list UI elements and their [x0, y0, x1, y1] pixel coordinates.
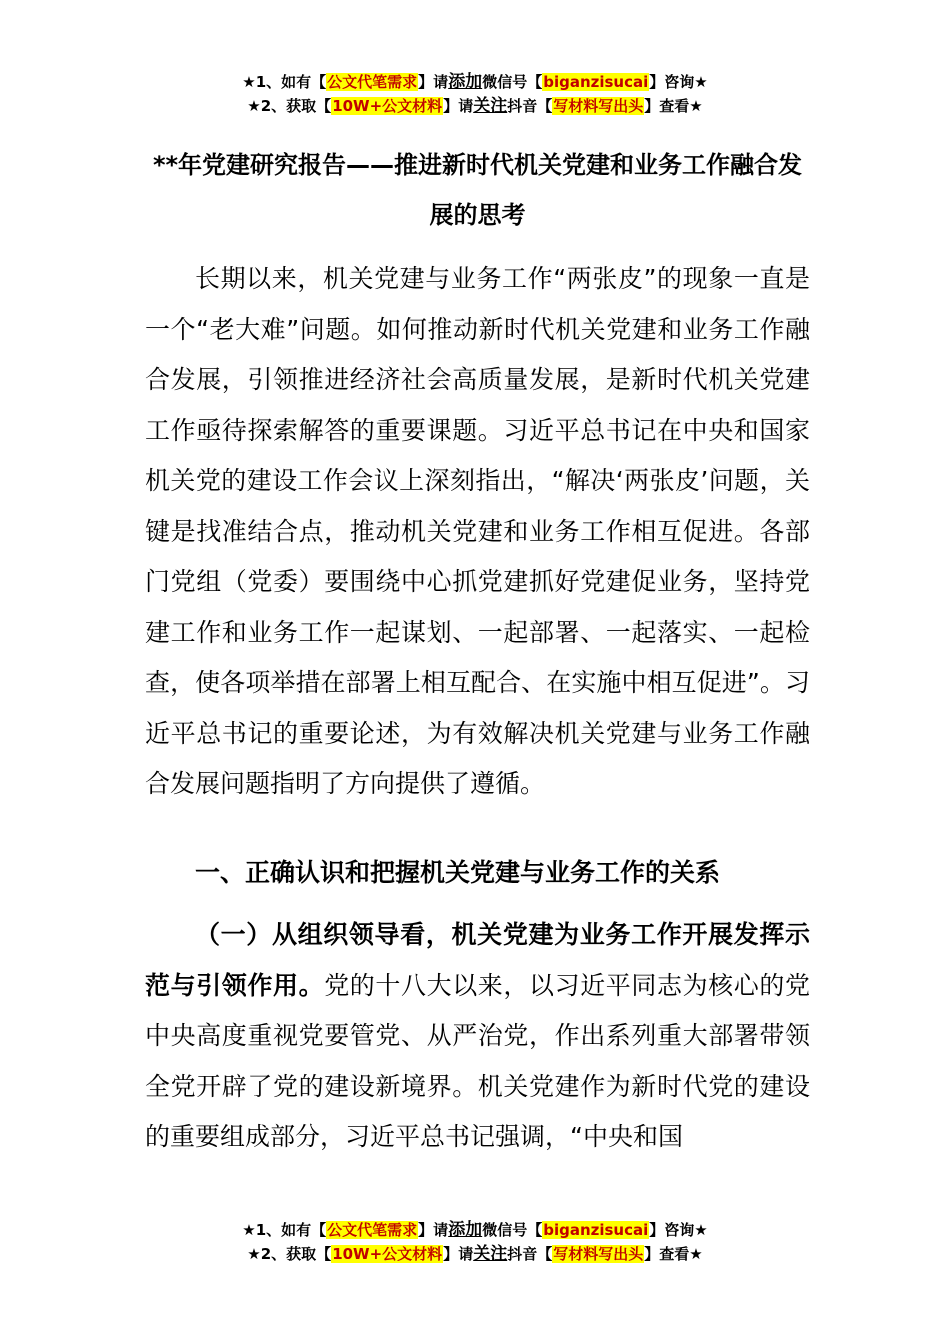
footer-notice: [0, 1218, 950, 1266]
notice-line-2: ★2、获取【10W+公文材料】请关注抖音【写材料写出头】查看★: [247, 1244, 703, 1264]
section-1-heading: 一、正确认识和把握机关党建与业务工作的关系: [195, 857, 721, 887]
notice-line-1: ★1、如有【公文代笔需求】请添加微信号【biganzisucai】咨询★: [242, 1220, 708, 1240]
notice-line-2: ★2、获取【10W+公文材料】请关注抖音【写材料写出头】查看★: [247, 96, 703, 116]
subsection-1-text: 党的十八大以来，以习近平同志为核心的党中央高度重视党要管党、从严治党，作出系列重大部署带领全党开辟了党的建设新境界。机关党建作为新时代党的建设的重要组成部分，习近平总书记强调，“中央和国: [145, 970, 810, 1151]
document-title: **年党建研究报告——推进新时代机关党建和业务工作融合发展的思考: [152, 151, 803, 229]
subsection-1-heading: （一）从组织领导看，机关党建为业务工作开展发挥示范与引领作用。: [145, 920, 810, 1000]
header-notice: [0, 70, 950, 118]
notice-line-1: ★1、如有【公文代笔需求】请添加微信号【biganzisucai】咨询★: [242, 72, 708, 92]
intro-paragraph: 长期以来，机关党建与业务工作“两张皮”的现象一直是一个“老大难”问题。如何推动新时代机关党建和业务工作融合发展，引领推进经济社会高质量发展，是新时代机关党建工作亟待探索解答的重要课题。习近平总书记在中央和国家机关党的建设工作会议上深刻指出，“解决‘两张皮’问题，关键是找准结合点，推动机关党建和业务工作相互促进。各部门党组（党委）要围绕中心抓党建抓好党建促业务，坚持党建工作和业务工作一起谋划、一起部署、一起落实、一起检查，使各项举措在部署上相互配合、在实施中相互促进”。习近平总书记的重要论述，为有效解决机关党建与业务工作融合发展问题指明了方向提供了遵循。: [145, 264, 810, 798]
document-body: [145, 254, 810, 1163]
subsection-1-paragraph: [145, 910, 810, 1163]
